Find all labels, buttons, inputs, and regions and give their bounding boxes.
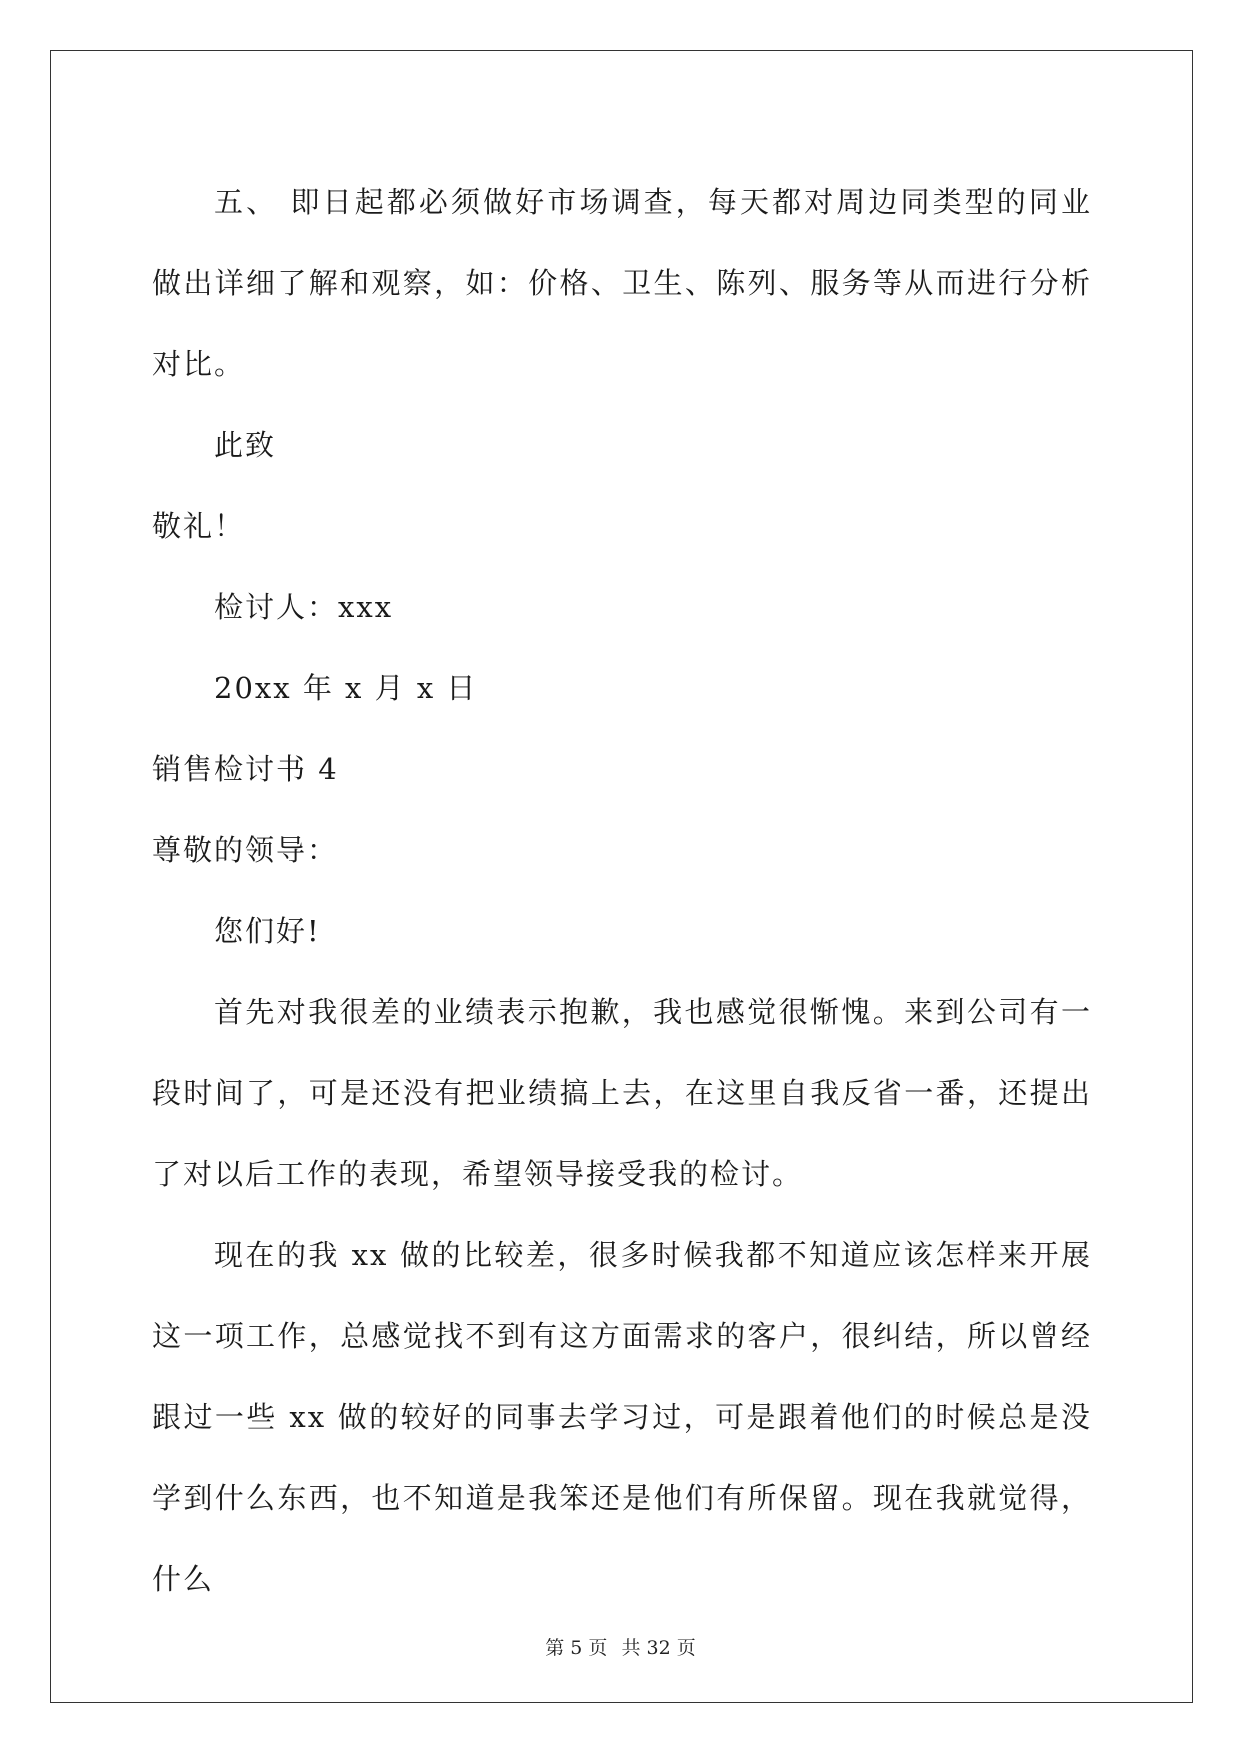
page-total: 共 32 页 [621, 1637, 696, 1659]
paragraph: 五、 即日起都必须做好市场调查，每天都对周边同类型的同业做出详细了解和观察，如：价格、卫生、陈列、服务等从而进行分析对比。 [152, 185, 1092, 381]
section-heading: 销售检讨书 4 [152, 752, 339, 786]
salutation: 尊敬的领导： [152, 833, 339, 867]
paragraph: 此致 [214, 428, 277, 462]
paragraph: 您们好! [214, 914, 321, 948]
paragraph: 现在的我 xx 做的比较差，很多时候我都不知道应该怎样来开展这一项工作，总感觉找不到有这方面需求的客户，很纠结，所以曾经跟过一些 xx 做的较好的同事去学习过，可是跟着他们的时候总是没学到什么东西，也不知道是我笨还是他们有所保留。现在我就觉得，什么 [152, 1238, 1092, 1596]
paragraph: 20xx 年 x 月 x 日 [214, 671, 478, 705]
document-body [152, 162, 1092, 1620]
page-footer [0, 1633, 1241, 1660]
paragraph: 敬礼！ [152, 509, 246, 543]
page-number: 第 5 页 [545, 1637, 608, 1659]
paragraph: 检讨人：xxx [214, 590, 394, 624]
paragraph: 首先对我很差的业绩表示抱歉，我也感觉很惭愧。来到公司有一段时间了，可是还没有把业绩搞上去，在这里自我反省一番，还提出了对以后工作的表现，希望领导接受我的检讨。 [152, 995, 1092, 1191]
